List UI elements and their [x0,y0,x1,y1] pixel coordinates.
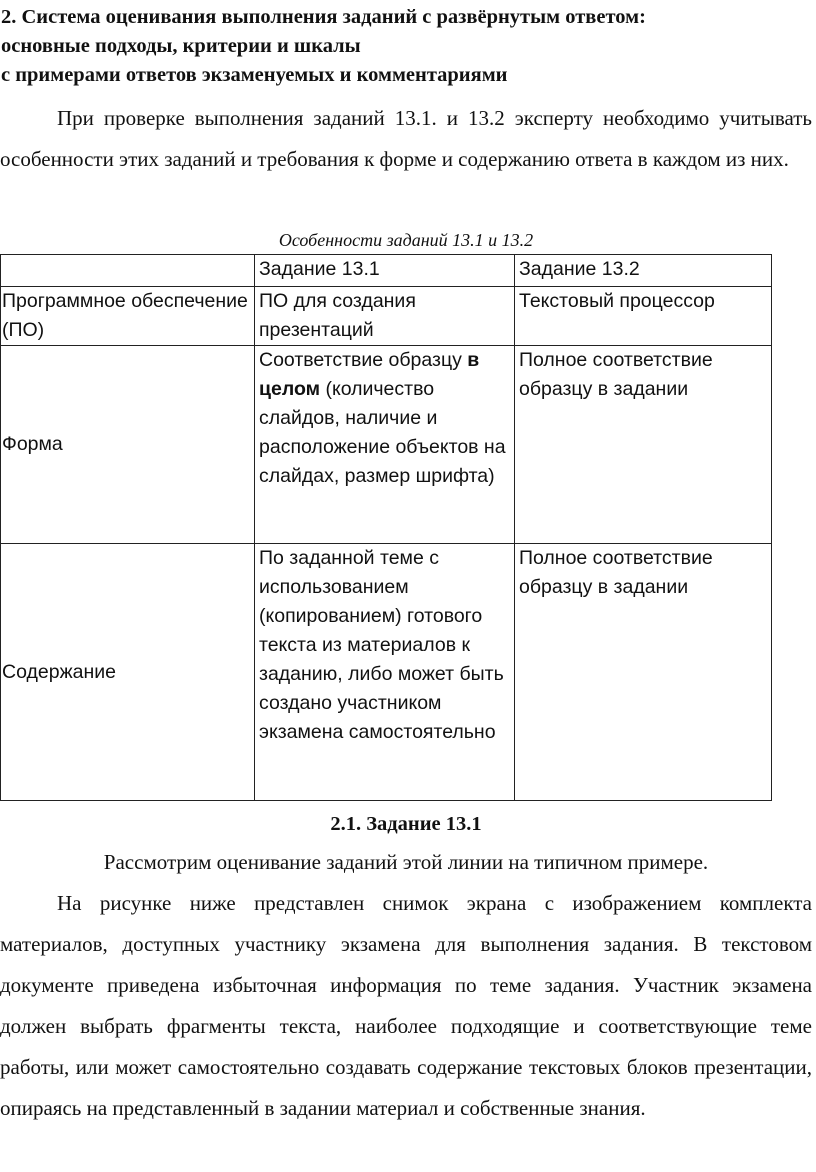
row-label-content: Содержание [1,544,255,801]
table-row-software [1,287,772,346]
section-heading [1,3,813,90]
table-header-empty [1,255,255,287]
heading-line-2: основные подходы, критерии и шкалы [1,35,361,57]
intro-paragraph: При проверке выполнения заданий 13.1. и 13.2 эксперту необходимо учитывать особенности этих заданий и требования к форме и содержанию ответа в каждом из них. [0,106,812,171]
row-label-software: Программное обеспечение (ПО) [1,287,255,346]
cell-content-13-1: По заданной теме с использованием (копированием) готового текста из материалов к заданию, либо может быть создано участником экзамена самостоятельно [255,544,515,801]
table-row-content [1,544,772,801]
subsection-heading: 2.1. Задание 13.1 [330,813,482,835]
table-row-form [1,346,772,544]
cell-form-13-1 [255,346,515,544]
cell-form-13-2: Полное соответствие образцу в задании [515,346,772,544]
table-header-row [1,255,772,287]
heading-line-1: 2. Система оценивания выполнения заданий с развёрнутым ответом: [1,6,646,28]
heading-line-3: с примерами ответов экзаменуемых и комментариями [1,64,508,86]
comparison-table [0,254,772,801]
table-header-task-13-2: Задание 13.2 [515,255,772,287]
cell-software-13-1: ПО для создания презентаций [255,287,515,346]
cell-software-13-2: Текстовый процессор [515,287,772,346]
table-header-task-13-1: Задание 13.1 [255,255,515,287]
table-caption: Особенности заданий 13.1 и 13.2 [278,230,534,250]
cell-content-13-2: Полное соответствие образцу в задании [515,544,772,801]
cell-form-13-1-text-start: Соответствие образцу [259,349,468,371]
cell-form-13-1-text-end: (количество слайдов, наличие и расположение объектов на слайдах, размер шрифта) [259,378,506,487]
paragraph-screenshot-description: На рисунке ниже представлен снимок экрана с изображением комплекта материалов, доступных участнику экзамена для выполнения задания. В текстовом документе приведена избыточная информация по теме задания. Участник экзамена должен выбрать фрагменты текста, наиболее подходящие и соответствующие теме работы, или может самостоятельно создавать содержание текстовых блоков презентации, опираясь на представленный в задании материал и собственные знания. [0,891,812,1120]
paragraph-typical-example: Рассмотрим оценивание заданий этой линии на типичном примере. [103,850,709,874]
cell-form-13-1-bold: в целом [259,349,480,400]
row-label-form: Форма [1,346,255,544]
